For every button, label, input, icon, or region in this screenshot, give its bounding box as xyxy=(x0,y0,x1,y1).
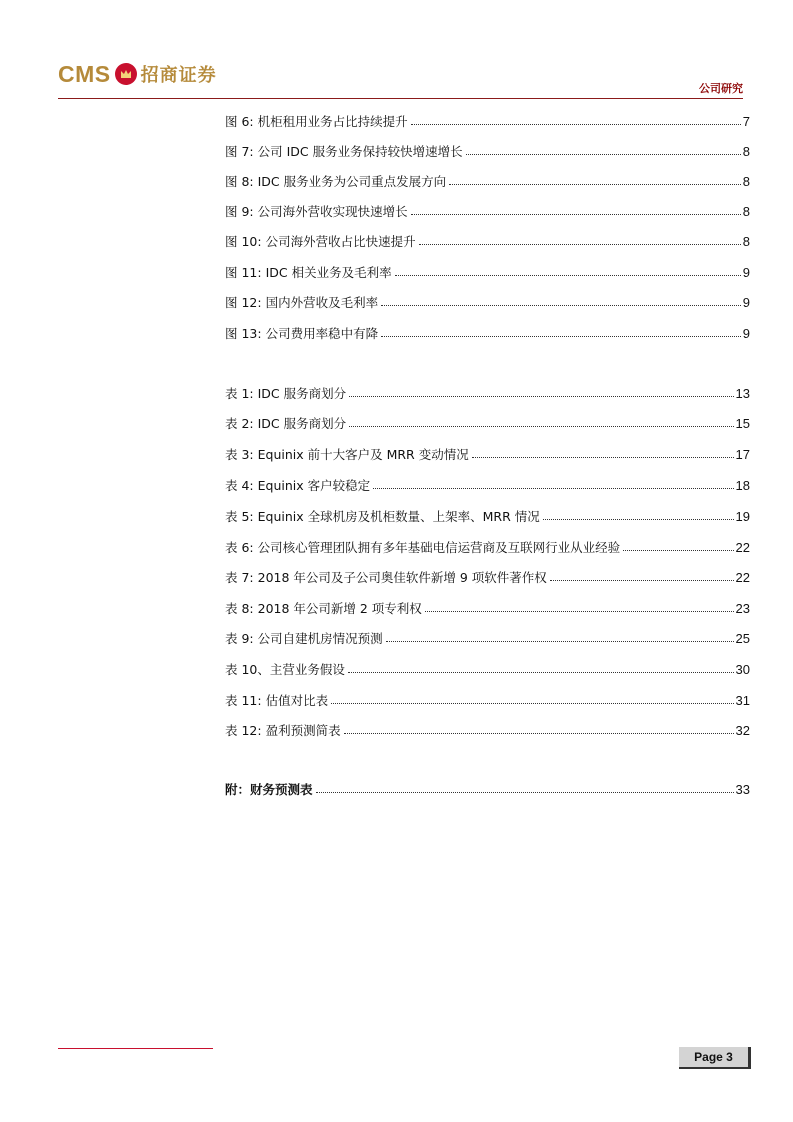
toc-entry-label: 附：财务预测表 xyxy=(225,781,313,797)
toc-entry-page: 8 xyxy=(742,174,750,189)
toc-entry-page: 8 xyxy=(742,204,750,219)
toc-leader-dots xyxy=(449,184,741,185)
toc-entry-page: 30 xyxy=(735,662,750,677)
toc-entry-page: 7 xyxy=(742,114,750,129)
toc-entry-page: 22 xyxy=(735,570,750,585)
toc-entry-label: 图 7: 公司 IDC 服务业务保持较快增速增长 xyxy=(225,143,463,159)
toc-entry-page: 22 xyxy=(735,540,750,555)
toc-entry-table[interactable] xyxy=(225,595,750,615)
toc-entry-label: 表 12: 盈利预测简表 xyxy=(225,722,341,738)
toc-leader-dots xyxy=(411,124,741,125)
toc-leader-dots xyxy=(373,488,733,489)
toc-entry-table[interactable] xyxy=(225,410,750,430)
toc-leader-dots xyxy=(348,672,734,673)
toc-entry-page: 8 xyxy=(742,144,750,159)
toc-entry-figure[interactable] xyxy=(225,198,750,218)
toc-leader-dots xyxy=(344,733,734,734)
toc-leader-dots xyxy=(543,519,734,520)
toc-entry-label: 表 1: IDC 服务商划分 xyxy=(225,385,347,401)
toc-entry-label: 表 2: IDC 服务商划分 xyxy=(225,415,347,431)
toc-entry-table[interactable] xyxy=(225,534,750,554)
toc-entry-figure[interactable] xyxy=(225,108,750,128)
toc-entry-label: 图 9: 公司海外营收实现快速增长 xyxy=(225,203,408,219)
toc-entry-figure[interactable] xyxy=(225,168,750,188)
toc-entry-label: 表 9: 公司自建机房情况预测 xyxy=(225,630,383,646)
toc-entry-page: 23 xyxy=(735,601,750,616)
toc-entry-label: 表 4: Equinix 客户较稳定 xyxy=(225,477,371,493)
toc-entry-page: 31 xyxy=(735,693,750,708)
toc-leader-dots xyxy=(425,611,734,612)
toc-entry-label: 表 3: Equinix 前十大客户及 MRR 变动情况 xyxy=(225,446,469,462)
toc-entry-label: 表 6: 公司核心管理团队拥有多年基础电信运营商及互联网行业从业经验 xyxy=(225,539,621,555)
toc-entry-table[interactable] xyxy=(225,717,750,737)
company-logo xyxy=(58,58,217,90)
toc-leader-dots xyxy=(472,457,734,458)
toc-entry-label: 图 12: 国内外营收及毛利率 xyxy=(225,294,379,310)
section-label: 公司研究 xyxy=(699,82,743,95)
toc-entry-label: 表 8: 2018 年公司新增 2 项专利权 xyxy=(225,600,422,616)
toc-entry-label: 图 11: IDC 相关业务及毛利率 xyxy=(225,264,392,280)
toc-leader-dots xyxy=(550,580,734,581)
toc-entry-page: 25 xyxy=(735,631,750,646)
toc-leader-dots xyxy=(466,154,741,155)
header-divider xyxy=(58,98,743,99)
toc-leader-dots xyxy=(386,641,734,642)
toc-entry-table[interactable] xyxy=(225,503,750,523)
logo-chinese-name: 招商证券 xyxy=(140,65,217,86)
toc-entry-label: 图 10: 公司海外营收占比快速提升 xyxy=(225,233,416,249)
toc-entry-table[interactable] xyxy=(225,656,750,676)
toc-entry-table[interactable] xyxy=(225,564,750,584)
toc-leader-dots xyxy=(395,275,741,276)
logo-emblem-icon xyxy=(115,63,137,85)
toc-entry-page: 19 xyxy=(735,509,750,524)
toc-entry-table[interactable] xyxy=(225,380,750,400)
toc-entry-page: 18 xyxy=(735,478,750,493)
toc-leader-dots xyxy=(381,305,741,306)
toc-leader-dots xyxy=(419,244,741,245)
toc-entry-label: 图 6: 机柜租用业务占比持续提升 xyxy=(225,113,408,129)
toc-entry-table[interactable] xyxy=(225,472,750,492)
toc-entry-label: 表 7: 2018 年公司及子公司奥佳软件新增 9 项软件著作权 xyxy=(225,569,547,585)
toc-entry-figure[interactable] xyxy=(225,289,750,309)
toc-entry-page: 9 xyxy=(742,265,750,280)
toc-entry-figure[interactable] xyxy=(225,320,750,340)
toc-leader-dots xyxy=(381,336,741,337)
logo-text: CMS xyxy=(58,60,111,87)
page-number-badge: Page 3 xyxy=(679,1047,751,1069)
toc-entry-table[interactable] xyxy=(225,441,750,461)
toc-entry-label: 表 11: 估值对比表 xyxy=(225,692,329,708)
toc-entry-figure[interactable] xyxy=(225,228,750,248)
toc-leader-dots xyxy=(331,703,733,704)
toc-entry-table[interactable] xyxy=(225,687,750,707)
toc-entry-page: 9 xyxy=(742,295,750,310)
toc-entry-page: 13 xyxy=(735,386,750,401)
toc-entry-page: 33 xyxy=(735,782,750,797)
toc-entry-page: 17 xyxy=(735,447,750,462)
toc-leader-dots xyxy=(623,550,733,551)
toc-entry-label: 表 10、主营业务假设 xyxy=(225,661,345,677)
footer-divider xyxy=(58,1048,213,1049)
toc-entry-page: 32 xyxy=(735,723,750,738)
toc-entry-label: 图 13: 公司费用率稳中有降 xyxy=(225,325,379,341)
toc-entry-page: 15 xyxy=(735,416,750,431)
toc-leader-dots xyxy=(316,792,734,793)
toc-entry-figure[interactable] xyxy=(225,138,750,158)
toc-leader-dots xyxy=(349,426,733,427)
toc-leader-dots xyxy=(349,396,733,397)
toc-entry-label: 表 5: Equinix 全球机房及机柜数量、上架率、MRR 情况 xyxy=(225,508,540,524)
toc-leader-dots xyxy=(411,214,741,215)
toc-entry-appendix[interactable] xyxy=(225,776,750,796)
toc-entry-figure[interactable] xyxy=(225,259,750,279)
toc-entry-table[interactable] xyxy=(225,625,750,645)
toc-entry-page: 9 xyxy=(742,326,750,341)
toc-entry-page: 8 xyxy=(742,234,750,249)
toc-entry-label: 图 8: IDC 服务业务为公司重点发展方向 xyxy=(225,173,447,189)
